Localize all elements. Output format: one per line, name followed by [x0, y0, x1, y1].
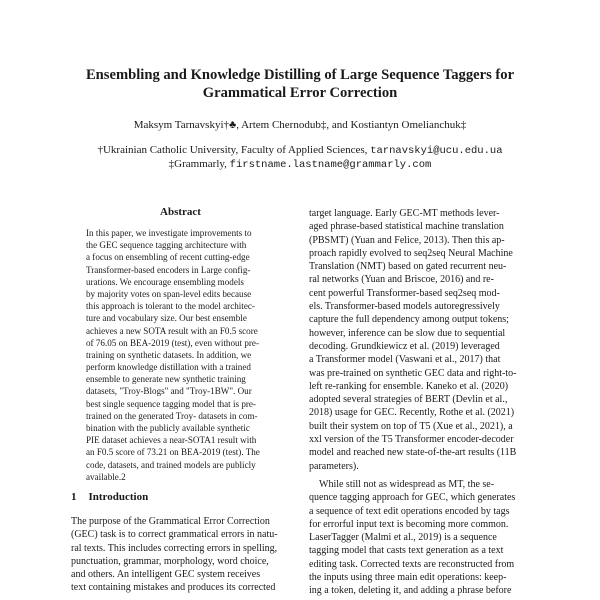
right-col-line: adopted several strategies of BERT (Devlin et al.,: [309, 394, 508, 406]
right-col-line: ral networks (Yuan and Briscoe, 2016) and re-: [309, 274, 494, 286]
abstract-line: perform knowledge distillation with a trained: [86, 362, 251, 373]
email-ucu[interactable]: tarnavskyi@ucu.edu.ua: [370, 145, 503, 157]
affiliation-grammarly: ‡Grammarly,: [168, 158, 227, 170]
right-col-line: parameters).: [309, 460, 359, 472]
abstract-line: Transformer-based encoders in Large config-: [86, 264, 251, 275]
affiliation-line-1: [0, 143, 600, 158]
abstract-line: available.2: [86, 471, 126, 482]
right-col-line: aged phrase-based statistical machine translation: [309, 221, 504, 233]
intro-line: (GEC) task is to correct grammatical errors in natu-: [71, 529, 278, 541]
abstract-heading: Abstract: [160, 206, 201, 218]
introduction-body: [71, 515, 292, 595]
right-col-line: While still not as widespread as MT, the se-: [319, 478, 495, 490]
abstract-line: this approach is tolerant to the model architec-: [86, 301, 255, 312]
right-col-line: ing a token, deleting it, and adding a phrase before: [309, 585, 512, 597]
right-col-line: LaserTagger (Malmi et al., 2019) is a sequence: [309, 532, 497, 544]
abstract-line: code, datasets, and trained models are publicly: [86, 459, 256, 470]
right-col-line: model and reached new state-of-the-art results (11B: [309, 447, 517, 459]
abstract-line: In this paper, we investigate improvements to: [86, 228, 252, 238]
intro-line: ral texts. This includes correcting errors in spelling,: [71, 542, 278, 554]
right-col-line: a Transformer model (Vaswani et al., 2017) that: [309, 354, 501, 366]
right-col-line: for errorful input text is becoming more common.: [309, 518, 509, 530]
abstract-line: a focus on ensembling of recent cutting-edge: [86, 252, 250, 263]
right-col-line: a sequence of text edit operations encoded by tags: [309, 505, 510, 517]
right-col-line: quence tagging approach for GEC, which generates: [309, 492, 516, 504]
abstract-line: an F0.5 score of 73.21 on BEA-2019 (test). The: [86, 447, 260, 458]
right-column-body: [309, 207, 530, 598]
abstract-line: best single sequence tagging model that is pre-: [86, 398, 256, 409]
section-number: 1: [71, 491, 77, 503]
paper-title-line-1: Ensembling and Knowledge Distilling of Large Sequence Taggers for: [85, 67, 515, 83]
affiliation-ucu: †Ukrainian Catholic University, Faculty of Applied Sciences,: [97, 144, 368, 156]
intro-line: text containing mistakes and produces its corrected: [71, 582, 276, 594]
right-col-line: xxl version of the T5 Transformer encoder-decoder: [309, 434, 514, 446]
right-col-line: els. Transformer-based models autoregressively: [309, 301, 500, 313]
right-col-line: the inputs using three main edit operations: keep-: [309, 572, 507, 584]
author-list: Maksym Tarnavskyi†♣, Artem Chernodub‡, and Kostiantyn Omelianchuk‡: [133, 119, 467, 131]
section-title: Introduction: [88, 491, 149, 503]
abstract-line: achieves a new SOTA result with an F0.5 score: [86, 325, 258, 336]
abstract-line: urations. We encourage ensembling models: [86, 276, 244, 287]
right-col-line: capture the full dependency among output tokens;: [309, 314, 509, 326]
right-col-line: Translation (NMT) based on gated recurrent neu-: [309, 261, 507, 273]
email-grammarly[interactable]: firstname.lastname@grammarly.com: [229, 159, 432, 171]
abstract-line: training on synthetic datasets. In addition, we: [86, 349, 252, 360]
right-col-line: proach rapidly evolved to seq2seq Neural Machine: [309, 247, 513, 259]
right-col-line: editing task. Corrected texts are reconstructed from: [309, 558, 515, 570]
right-col-line: built their system on top of T5 (Xue et al., 2021), a: [309, 420, 513, 432]
abstract-line: by majority votes on span-level edits because: [86, 288, 252, 299]
right-col-line: was pre-trained on synthetic GEC data and right-to-: [309, 367, 517, 379]
section-heading-introduction: [71, 491, 148, 504]
right-col-line: left re-ranking for ensemble. Kaneko et al. (2020): [309, 380, 509, 392]
abstract-line: ensemble to generate new synthetic training: [86, 374, 246, 385]
right-col-line: (PBSMT) (Yuan and Felice, 2013). Then this ap-: [309, 234, 505, 246]
right-col-line: however, inference can be slow due to sequential: [309, 327, 506, 339]
abstract-line: datasets, "Troy-Blogs" and "Troy-1BW". Our: [86, 386, 252, 397]
right-col-line: 2018) usage for GEC. Recently, Rothe et al. (2021): [309, 407, 515, 419]
abstract-line: trained on the generated Troy- datasets in com-: [86, 410, 258, 421]
affiliation-line-2: [0, 157, 600, 172]
abstract-line: the GEC sequence tagging architecture with: [86, 240, 247, 251]
abstract-line: ture and vocabulary size. Our best ensemble: [86, 313, 247, 324]
right-col-line: cent powerful Transformer-based seq2seq mod-: [309, 287, 500, 299]
abstract-body: [86, 227, 276, 483]
paper-title-line-2: Grammatical Error Correction: [202, 85, 398, 101]
intro-line: The purpose of the Grammatical Error Correction: [71, 516, 270, 527]
intro-line: punctuation, grammar, morphology, word choice,: [71, 555, 269, 567]
right-col-line: decoding. Grundkiewicz et al. (2019) leveraged: [309, 340, 500, 352]
right-col-line: target language. Early GEC-MT methods lever-: [309, 208, 500, 219]
intro-line: and others. An intelligent GEC system receives: [71, 569, 261, 581]
right-col-line: tagging model that casts text generation as a text: [309, 545, 504, 557]
abstract-line: PIE dataset achieves a near-SOTA1 result with: [86, 435, 257, 446]
abstract-line: of 76.05 on BEA-2019 (test), even without pre-: [86, 337, 259, 348]
abstract-line: bination with the publicly available synthetic: [86, 423, 250, 433]
